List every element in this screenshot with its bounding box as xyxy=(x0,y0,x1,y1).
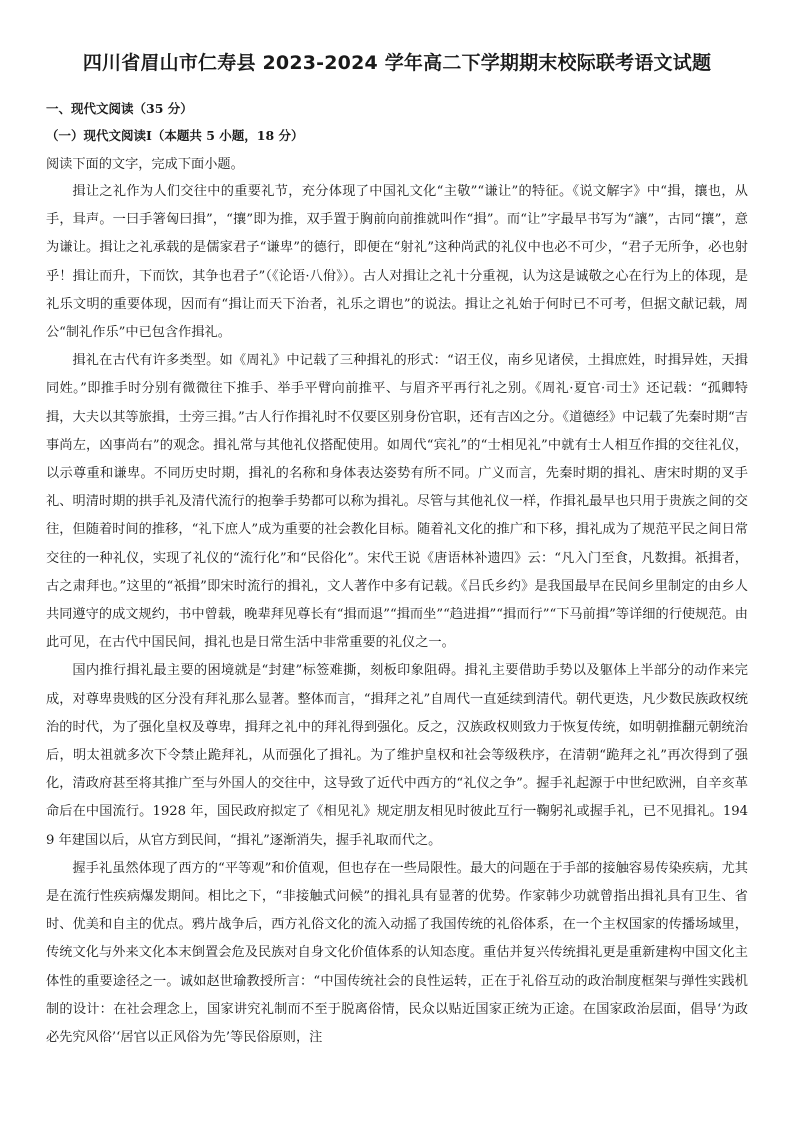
paragraph-1: 揖让之礼作为人们交往中的重要礼节，充分体现了中国礼文化“主敬”“谦让”的特征。《说文解字》中“揖，攘也，从手，咠声。一曰手箸匈曰揖”，“攘”即为推，双手置于胸前向前推就叫作“揖”。而“让”字最早书写为“讓”，古同“攘”，意为谦让。揖让之礼承载的是儒家君子“谦卑”的德行，即便在“射礼”这种尚武的礼仪中也必不可少，“君子无所争，必也射乎！揖让而升，下而饮，其争也君子”（《论语·八佾》）。古人对揖让之礼十分重视，认为这是诚敬之心在行为上的体现，是礼乐文明的重要体现，因而有“揖让而天下治者，礼乐之谓也”的说法。揖让之礼始于何时已不可考，但据文献记载，周公“制礼作乐”中已包含作揖礼。 xyxy=(46,184,748,341)
paragraph-3: 国内推行揖礼最主要的困境就是“封建”标签难撕，刻板印象阻碍。揖礼主要借助手势以及躯体上半部分的动作来完成，对尊卑贵贱的区分没有拜礼那么显著。整体而言，“揖拜之礼”自周代一直延续到清代。朝代更迭，凡少数民族政权统治的时代，为了强化皇权及尊卑，揖拜之礼中的拜礼得到强化。反之，汉族政权则致力于恢复传统，如明朝推翻元朝统治后，明太祖就多次下令禁止跪拜礼，从而强化了揖礼。为了维护皇权和社会等级秩序，在清朝“跪拜之礼”再次得到了强化，清政府甚至将其推广至与外国人的交往中，这导致了近代中西方的“礼仪之争”。握手礼起源于中世纪欧洲，自辛亥革命后在中国流行。1928 年，国民政府拟定了《相见礼》规定朋友相见时彼此互行一鞠躬礼或握手礼，已不见揖礼。1949 年建国以后，从官方到民间，“揖礼”逐渐消失，握手礼取而代之。 xyxy=(46,663,748,848)
paragraph-2: 揖礼在古代有许多类型。如《周礼》中记载了三种揖礼的形式：“诏王仪，南乡见诸侯，土揖庶姓，时揖异姓，天揖同姓。”即推手时分别有微微往下推手、举手平臂向前推平、与眉齐平再行礼之别。《周礼·夏官·司士》还记载：“孤卿特揖，大夫以其等旅揖，士旁三揖。”古人行作揖礼时不仅要区别身份官职，还有吉凶之分。《道德经》中记载了先秦时期“吉事尚左，凶事尚右”的观念。揖礼常与其他礼仪搭配使用。如周代“宾礼”的“士相见礼”中就有士人相互作揖的交往礼仪，以示尊重和谦卑。不同历史时期，揖礼的名称和身体表达姿势有所不同。广义而言，先秦时期的揖礼、唐宋时期的叉手礼、明清时期的拱手礼及清代流行的抱拳手势都可以称为揖礼。尽管与其他礼仪一样，作揖礼最早也只用于贵族之间的交往，但随着时间的推移，“礼下庶人”成为重要的社会教化目标。随着礼文化的推广和下移，揖礼成为了规范平民之间日常交往的一种礼仪，实现了礼仪的“流行化”和“民俗化”。宋代王说《唐语林补遗四》云：“凡入门至食，凡数揖。祇揖者，古之肃拜也。”这里的“祇揖”即宋时流行的揖礼，文人著作中多有记载。《吕氏乡约》是我国最早在民间乡里制定的由乡人共同遵守的成文规约，书中曾载，晚辈拜见尊长有“揖而退”“揖而坐”“趋进揖”“揖而行”“下马前揖”等详细的行使规范。由此可见，在古代中国民间，揖礼也是日常生活中非常重要的礼仪之一。 xyxy=(46,353,748,651)
section-heading: 一、现代文阅读（35 分） xyxy=(46,101,193,116)
subsection-heading: （一）现代文阅读Ⅰ（本题共 5 小题，18 分） xyxy=(46,128,304,143)
page-title: 四川省眉山市仁寿县 2023-2024 学年高二下学期期末校际联考语文试题 xyxy=(82,52,712,74)
reading-instruction: 阅读下面的文字，完成下面小题。 xyxy=(46,157,244,172)
paragraph-4: 握手礼虽然体现了西方的“平等观”和价值观，但也存在一些局限性。最大的问题在于手部的接触容易传染疾病，尤其是在流行性疾病爆发期间。相比之下，“非接触式问候”的揖礼具有显著的优势。作家韩少功就曾指出揖礼具有卫生、省时、优美和自主的优点。鸦片战争后，西方礼俗文化的流入动摇了我国传统的礼俗体系，在一个主权国家的传播场域里，传统文化与外来文化本末倒置会危及民族对自身文化价值体系的认知态度。重估并复兴传统揖礼更是重新建构中国文化主体性的重要途径之一。诚如赵世瑜教授所言：“中国传统社会的良性运转，正在于礼俗互动的政治制度框架与弹性实践机制的设计：在社会理念上，国家讲究礼制而不至于脱离俗情，民众以贴近国家正统为正途。在国家政治层面，倡导‘为政必先究风俗’‘居官以正风俗为先’等民俗原则，注 xyxy=(46,860,748,1046)
